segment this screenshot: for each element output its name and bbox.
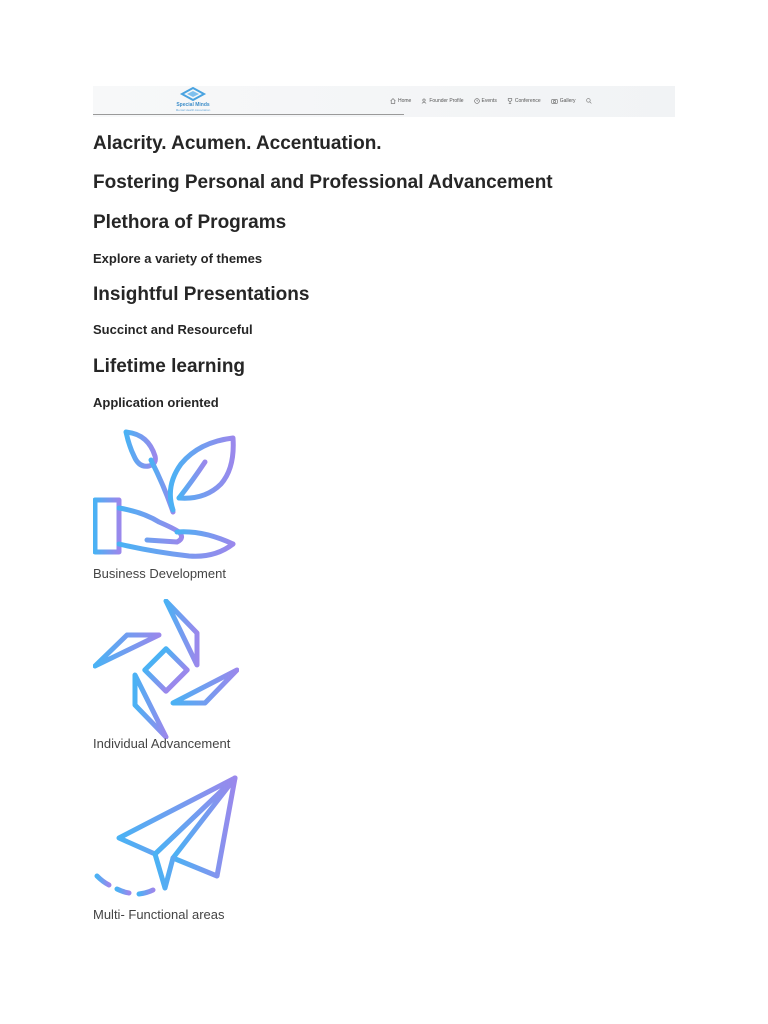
plant-in-hand-icon: [93, 428, 239, 568]
nav-founder-profile-label: Founder Profile: [429, 98, 464, 104]
nav-gallery[interactable]: [551, 98, 576, 104]
logo-brand: Special Minds: [176, 102, 210, 108]
area-label-individual: Individual Advancement: [93, 736, 231, 751]
camera-icon: [551, 98, 558, 104]
header-divider: [93, 114, 404, 115]
user-icon: [421, 98, 427, 104]
mission-heading: Fostering Personal and Professional Advancement: [93, 172, 553, 193]
site-logo[interactable]: [163, 87, 223, 113]
nav-events-label: Events: [481, 98, 497, 104]
feature-title-learning: Lifetime learning: [93, 356, 246, 377]
nav-home-label: Home: [398, 98, 412, 104]
search-button[interactable]: [586, 98, 592, 104]
feature-subtitle-presentations: Succinct and Resourceful: [93, 322, 253, 337]
feature-subtitle-learning: Application oriented: [93, 395, 219, 410]
site-header: [93, 86, 675, 117]
logo-mark-icon: [179, 87, 207, 101]
pinwheel-icon: [93, 599, 239, 739]
search-icon: [586, 98, 592, 104]
nav-home[interactable]: [390, 98, 411, 104]
tagline-heading: Alacrity. Acumen. Accentuation.: [93, 133, 382, 154]
paper-plane-icon: [93, 772, 239, 904]
nav-gallery-label: Gallery: [559, 98, 576, 104]
home-icon: [390, 98, 396, 104]
logo-tagline: Mental Health Association: [175, 108, 211, 112]
feature-subtitle-programs: Explore a variety of themes: [93, 251, 263, 266]
clock-icon: [474, 98, 480, 104]
trophy-icon: [507, 98, 513, 104]
nav-founder-profile[interactable]: [421, 98, 463, 104]
area-label-multifunctional: Multi- Functional areas: [93, 907, 225, 922]
feature-title-programs: Plethora of Programs: [93, 212, 287, 233]
nav-conference[interactable]: [507, 98, 541, 104]
nav-conference-label: Conference: [514, 98, 541, 104]
area-label-business: Business Development: [93, 566, 226, 581]
nav-events[interactable]: [474, 98, 497, 104]
feature-title-presentations: Insightful Presentations: [93, 284, 310, 305]
main-nav: [390, 96, 592, 106]
